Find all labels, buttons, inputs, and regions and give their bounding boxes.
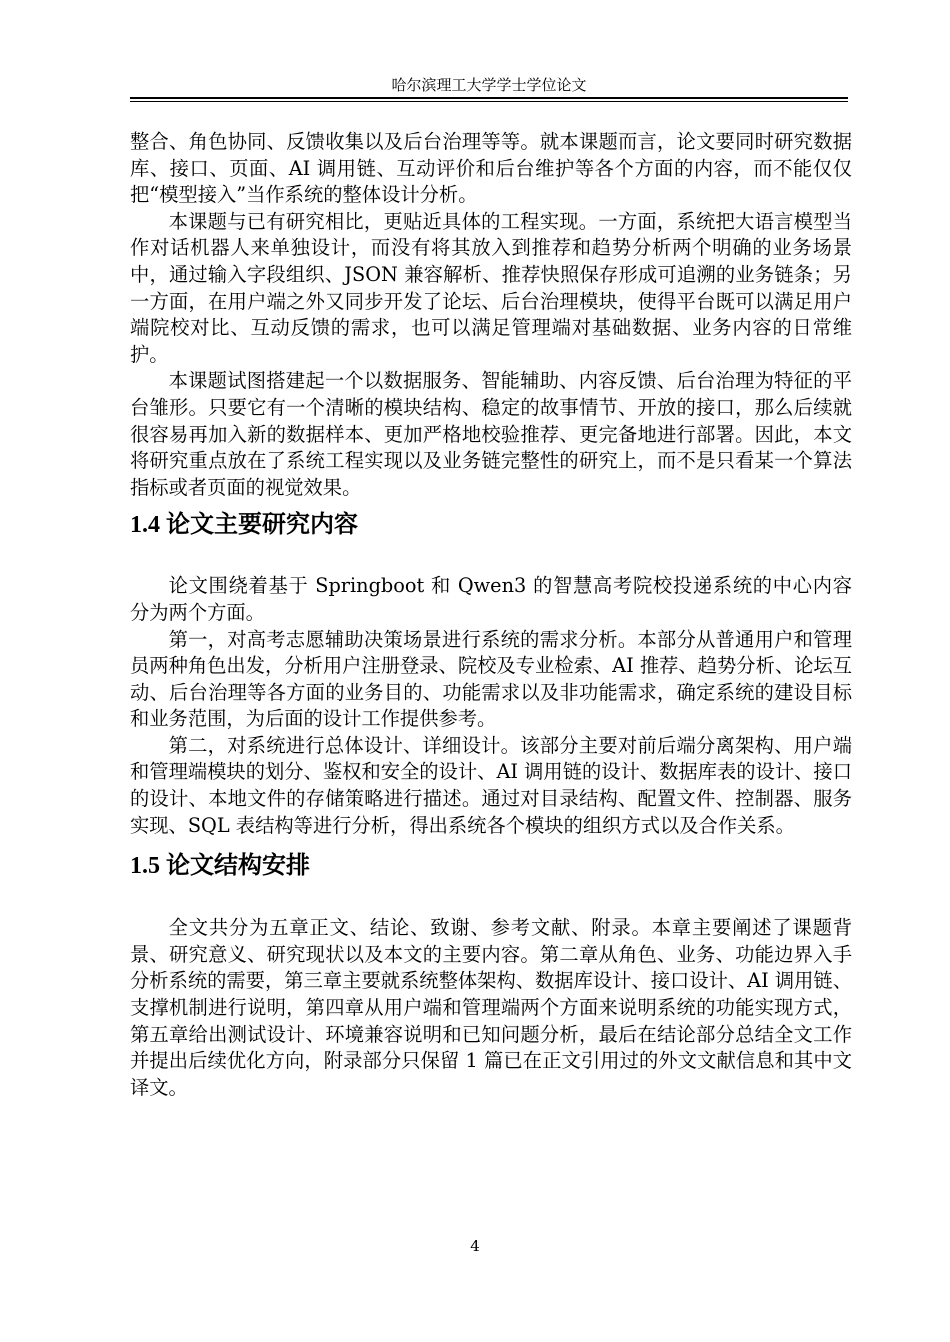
paragraph: 本课题与已有研究相比，更贴近具体的工程实现。一方面，系统把大语言模型当作对话机器人来单独设计，而没有将其放入到推荐和趋势分析两个明确的业务场景中，通过输入字段组织、JSON 兼容解析、推荐快照保存形成可追溯的业务链条；另一方面，在用户端之外又同步开发了论坛、后台治理模块，使得平台既可以满足用户端院校对比、互动反馈的需求，也可以满足管理端对基础数据、业务内容的日常维护。	[130, 209, 852, 366]
body-content	[130, 129, 852, 1101]
header-rule	[130, 97, 848, 102]
page-number: 4	[470, 1237, 480, 1255]
paragraph: 全文共分为五章正文、结论、致谢、参考文献、附录。本章主要阐述了课题背景、研究意义、研究现状以及本文的主要内容。第二章从角色、业务、功能边界入手分析系统的需要，第三章主要就系统整体架构、数据库设计、接口设计、AI 调用链、支撑机制进行说明，第四章从用户端和管理端两个方面来说明系统的功能实现方式，第五章给出测试设计、环境兼容说明和已知问题分析，最后在结论部分总结全文工作并提出后续优化方向，附录部分只保留 1 篇已在正文引用过的外文文献信息和其中文译文。	[130, 916, 852, 1099]
paragraph: 第一，对高考志愿辅助决策场景进行系统的需求分析。本部分从普通用户和管理员两种角色出发，分析用户注册登录、院校及专业检索、AI 推荐、趋势分析、论坛互动、后台治理等各方面的业务目的、功能需求以及非功能需求，确定系统的建设目标和业务范围，为后面的设计工作提供参考。	[130, 627, 852, 731]
section-heading-1-4: 1.4 论文主要研究内容	[130, 512, 358, 539]
paragraph: 论文围绕着基于 Springboot 和 Qwen3 的智慧高考院校投递系统的中心内容分为两个方面。	[130, 574, 852, 624]
section-heading-1-5: 1.5 论文结构安排	[130, 853, 310, 880]
running-header: 哈尔滨理工大学学士学位论文	[391, 76, 587, 94]
paragraph: 第二，对系统进行总体设计、详细设计。该部分主要对前后端分离架构、用户端和管理端模块的划分、鉴权和安全的设计、AI 调用链的设计、数据库表的设计、接口的设计、本地文件的存储策略进行描述。通过对目录结构、配置文件、控制器、服务实现、SQL 表结构等进行分析，得出系统各个模块的组织方式以及合作关系。	[130, 733, 852, 837]
paragraph: 整合、角色协同、反馈收集以及后台治理等等。就本课题而言，论文要同时研究数据库、接口、页面、AI 调用链、互动评价和后台维护等各个方面的内容，而不能仅仅把“模型接入”当作系统的整体设计分析。	[130, 130, 852, 207]
paragraph: 本课题试图搭建起一个以数据服务、智能辅助、内容反馈、后台治理为特征的平台雏形。只要它有一个清晰的模块结构、稳定的故事情节、开放的接口，那么后续就很容易再加入新的数据样本、更加严格地校验推荐、更完备地进行部署。因此，本文将研究重点放在了系统工程实现以及业务链完整性的研究上，而不是只看某一个算法指标或者页面的视觉效果。	[130, 369, 852, 499]
